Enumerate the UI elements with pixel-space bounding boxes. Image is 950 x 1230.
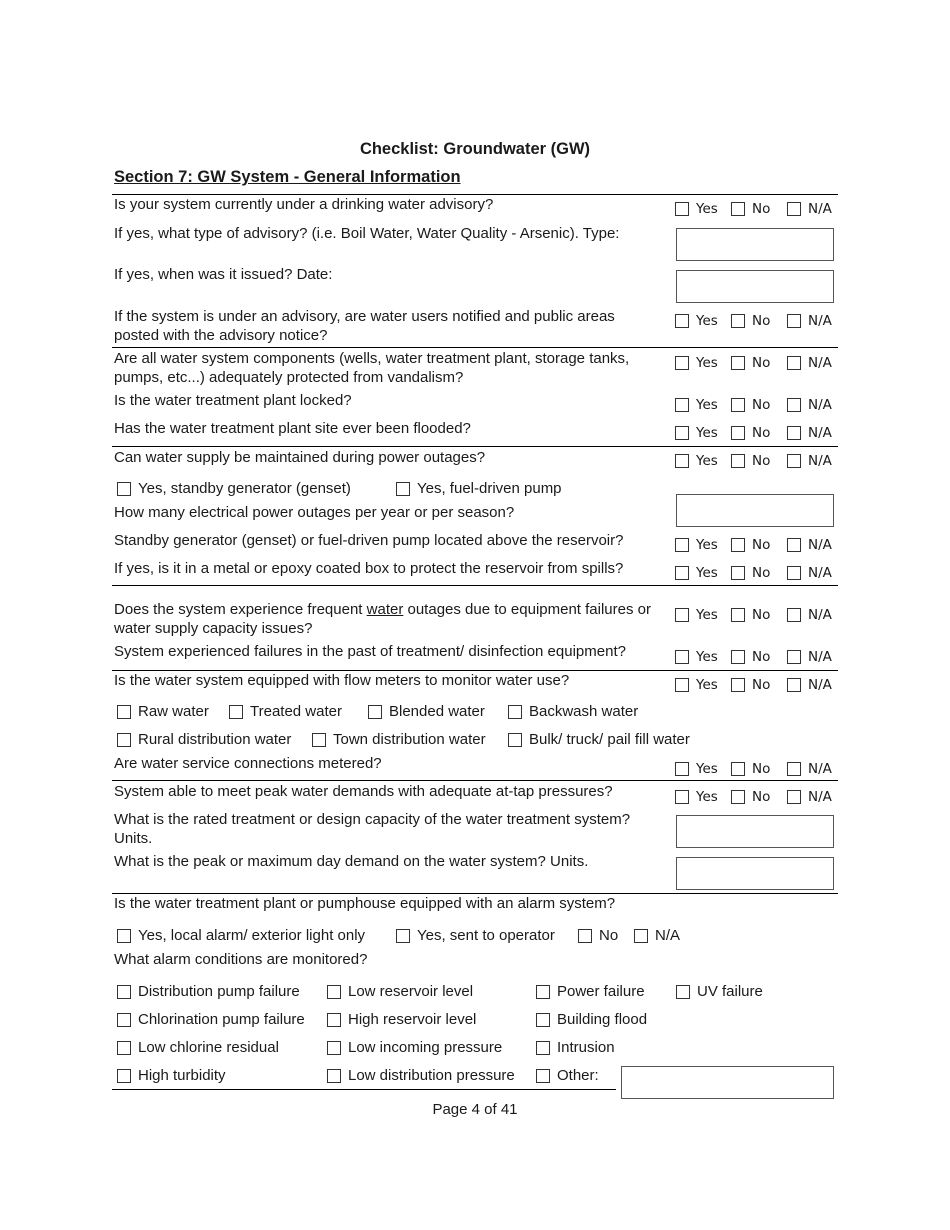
alarm-na-checkbox[interactable] [634,929,648,943]
no-checkbox[interactable] [731,426,745,440]
chlorination-pump-failure-label: Chlorination pump failure [138,1011,305,1028]
no-label: No [752,565,771,581]
no-checkbox[interactable] [731,538,745,552]
yes-checkbox[interactable] [675,314,689,328]
no-label: No [752,201,771,217]
yes-label: Yes [696,789,718,805]
intrusion-label: Intrusion [557,1039,615,1056]
na-checkbox[interactable] [787,202,801,216]
alarm-na-label: N/A [655,927,681,944]
yes-label: Yes [696,201,718,217]
low-chlorine-residual-label: Low chlorine residual [138,1039,279,1056]
treated-water-checkbox[interactable] [229,705,243,719]
low-reservoir-level-label: Low reservoir level [348,983,474,1000]
na-checkbox[interactable] [787,314,801,328]
no-checkbox[interactable] [731,678,745,692]
yes-label: Yes [696,355,718,371]
distribution-pump-failure-checkbox[interactable] [117,985,131,999]
na-checkbox[interactable] [787,398,801,412]
na-checkbox[interactable] [787,608,801,622]
yes-checkbox[interactable] [675,538,689,552]
question-plant-flooded: Has the water treatment plant site ever been flooded? [114,420,471,437]
na-label: N/A [808,677,832,693]
yes-label: Yes [696,537,718,553]
yes-checkbox[interactable] [675,202,689,216]
na-label: N/A [808,425,832,441]
fuel-pump-label: Yes, fuel-driven pump [417,480,562,497]
raw-water-label: Raw water [138,703,209,720]
backwash-water-label: Backwash water [529,703,639,720]
town-distribution-label: Town distribution water [333,731,486,748]
low-reservoir-level-checkbox[interactable] [327,985,341,999]
high-turbidity-checkbox[interactable] [117,1069,131,1083]
na-checkbox[interactable] [787,678,801,692]
standby-generator-checkbox[interactable] [117,482,131,496]
rural-distribution-label: Rural distribution water [138,731,292,748]
yes-checkbox[interactable] [675,790,689,804]
question-outages-per-year: How many electrical power outages per year or per season? [114,504,515,521]
yes-label: Yes [696,397,718,413]
divider [112,780,838,781]
na-label: N/A [808,537,832,553]
yes-checkbox[interactable] [675,356,689,370]
no-checkbox[interactable] [731,202,745,216]
yes-checkbox[interactable] [675,454,689,468]
question-users-notified: If the system is under an advisory, are water users notified and public areas posted with the advisory notice? [114,308,615,344]
no-label: No [752,355,771,371]
divider [112,347,838,348]
page-title: Checklist: Groundwater (GW) [359,140,591,158]
question-connections-metered: Are water service connections metered? [114,755,382,772]
advisory-date-input[interactable] [676,270,834,303]
high-reservoir-level-label: High reservoir level [348,1011,477,1028]
yes-checkbox[interactable] [675,650,689,664]
question-flow-meters: Is the water system equipped with flow meters to monitor water use? [114,672,570,689]
outages-per-year-input[interactable] [676,494,834,527]
na-checkbox[interactable] [787,426,801,440]
no-label: No [752,453,771,469]
rated-capacity-input[interactable] [676,815,834,848]
no-label: No [752,397,771,413]
divider [112,585,838,586]
yes-label: Yes [696,761,718,777]
no-checkbox[interactable] [731,650,745,664]
na-checkbox[interactable] [787,538,801,552]
building-flood-label: Building flood [557,1011,648,1028]
low-distribution-pressure-label: Low distribution pressure [348,1067,515,1084]
no-label: No [752,313,771,329]
no-label: No [752,607,771,623]
yes-label: Yes [696,425,718,441]
yes-checkbox[interactable] [675,426,689,440]
yes-label: Yes [696,677,718,693]
no-checkbox[interactable] [731,356,745,370]
advisory-type-input[interactable] [676,228,834,261]
no-label: No [752,649,771,665]
section-title: Section 7: GW System - General Information [114,168,461,186]
power-failure-label: Power failure [557,983,645,1000]
yes-checkbox[interactable] [675,566,689,580]
na-checkbox[interactable] [787,454,801,468]
question-genset-box: If yes, is it in a metal or epoxy coated box to protect the reservoir from spills? [114,560,624,577]
na-label: N/A [808,761,832,777]
question-vandalism: Are all water system components (wells, water treatment plant, storage tanks, pumps, etc...) adequately protected from vandalism? [114,350,630,386]
standby-generator-label: Yes, standby generator (genset) [138,480,351,497]
na-label: N/A [808,313,832,329]
uv-failure-label: UV failure [697,983,763,1000]
no-label: No [752,537,771,553]
sent-to-operator-label: Yes, sent to operator [417,927,555,944]
chlorination-pump-failure-checkbox[interactable] [117,1013,131,1027]
na-checkbox[interactable] [787,790,801,804]
no-label: No [752,761,771,777]
low-incoming-pressure-checkbox[interactable] [327,1041,341,1055]
na-label: N/A [808,565,832,581]
power-failure-checkbox[interactable] [536,985,550,999]
no-checkbox[interactable] [731,398,745,412]
blended-water-checkbox[interactable] [368,705,382,719]
question-power-outages: Can water supply be maintained during power outages? [114,449,486,466]
na-label: N/A [808,397,832,413]
question-treatment-failures: System experienced failures in the past of treatment/ disinfection equipment? [114,643,626,660]
bulk-fill-checkbox[interactable] [508,733,522,747]
question-alarm-conditions: What alarm conditions are monitored? [114,951,368,968]
local-alarm-label: Yes, local alarm/ exterior light only [138,927,366,944]
uv-failure-checkbox[interactable] [676,985,690,999]
question-advisory: Is your system currently under a drinking water advisory? [114,196,494,213]
sent-to-operator-checkbox[interactable] [396,929,410,943]
na-label: N/A [808,649,832,665]
na-label: N/A [808,355,832,371]
yes-label: Yes [696,313,718,329]
blended-water-label: Blended water [389,703,485,720]
peak-day-demand-input[interactable] [676,857,834,890]
yes-checkbox[interactable] [675,608,689,622]
yes-label: Yes [696,607,718,623]
alarm-no-checkbox[interactable] [578,929,592,943]
raw-water-checkbox[interactable] [117,705,131,719]
high-turbidity-label: High turbidity [138,1067,226,1084]
other-label: Other: [557,1067,599,1084]
backwash-water-checkbox[interactable] [508,705,522,719]
town-distribution-checkbox[interactable] [312,733,326,747]
fuel-pump-checkbox[interactable] [396,482,410,496]
local-alarm-checkbox[interactable] [117,929,131,943]
alarm-no-label: No [599,927,619,944]
yes-checkbox[interactable] [675,762,689,776]
question-peak-day-demand: What is the peak or maximum day demand on the water system? Units. [114,853,589,870]
question-advisory-date: If yes, when was it issued? Date: [114,266,333,283]
alarm-other-input[interactable] [621,1066,834,1099]
low-chlorine-residual-checkbox[interactable] [117,1041,131,1055]
question-genset-location: Standby generator (genset) or fuel-driven pump located above the reservoir? [114,532,624,549]
low-distribution-pressure-checkbox[interactable] [327,1069,341,1083]
yes-checkbox[interactable] [675,678,689,692]
divider [112,446,838,447]
distribution-pump-failure-label: Distribution pump failure [138,983,300,1000]
page-number: Page 4 of 41 [432,1101,518,1118]
other-checkbox[interactable] [536,1069,550,1083]
question-rated-capacity: What is the rated treatment or design capacity of the water treatment system? Units. [114,811,631,847]
building-flood-checkbox[interactable] [536,1013,550,1027]
no-checkbox[interactable] [731,314,745,328]
question-alarm-system: Is the water treatment plant or pumphouse equipped with an alarm system? [114,895,616,912]
na-label: N/A [808,607,832,623]
no-label: No [752,789,771,805]
na-label: N/A [808,453,832,469]
na-checkbox[interactable] [787,356,801,370]
no-checkbox[interactable] [731,566,745,580]
no-label: No [752,677,771,693]
na-label: N/A [808,201,832,217]
yes-checkbox[interactable] [675,398,689,412]
question-water-outages: Does the system experience frequent water outages due to equipment failures or water supply capacity issues? [114,601,651,637]
intrusion-checkbox[interactable] [536,1041,550,1055]
divider [112,1089,616,1090]
rural-distribution-checkbox[interactable] [117,733,131,747]
question-peak-demands: System able to meet peak water demands with adequate at-tap pressures? [114,783,613,800]
no-checkbox[interactable] [731,762,745,776]
question-advisory-type: If yes, what type of advisory? (i.e. Boil Water, Water Quality - Arsenic). Type: [114,225,620,242]
no-checkbox[interactable] [731,790,745,804]
treated-water-label: Treated water [250,703,342,720]
na-checkbox[interactable] [787,566,801,580]
bulk-fill-label: Bulk/ truck/ pail fill water [529,731,690,748]
low-incoming-pressure-label: Low incoming pressure [348,1039,503,1056]
high-reservoir-level-checkbox[interactable] [327,1013,341,1027]
na-checkbox[interactable] [787,762,801,776]
na-checkbox[interactable] [787,650,801,664]
question-plant-locked: Is the water treatment plant locked? [114,392,352,409]
no-checkbox[interactable] [731,454,745,468]
yes-label: Yes [696,453,718,469]
na-label: N/A [808,789,832,805]
no-label: No [752,425,771,441]
yes-label: Yes [696,649,718,665]
no-checkbox[interactable] [731,608,745,622]
yes-label: Yes [696,565,718,581]
